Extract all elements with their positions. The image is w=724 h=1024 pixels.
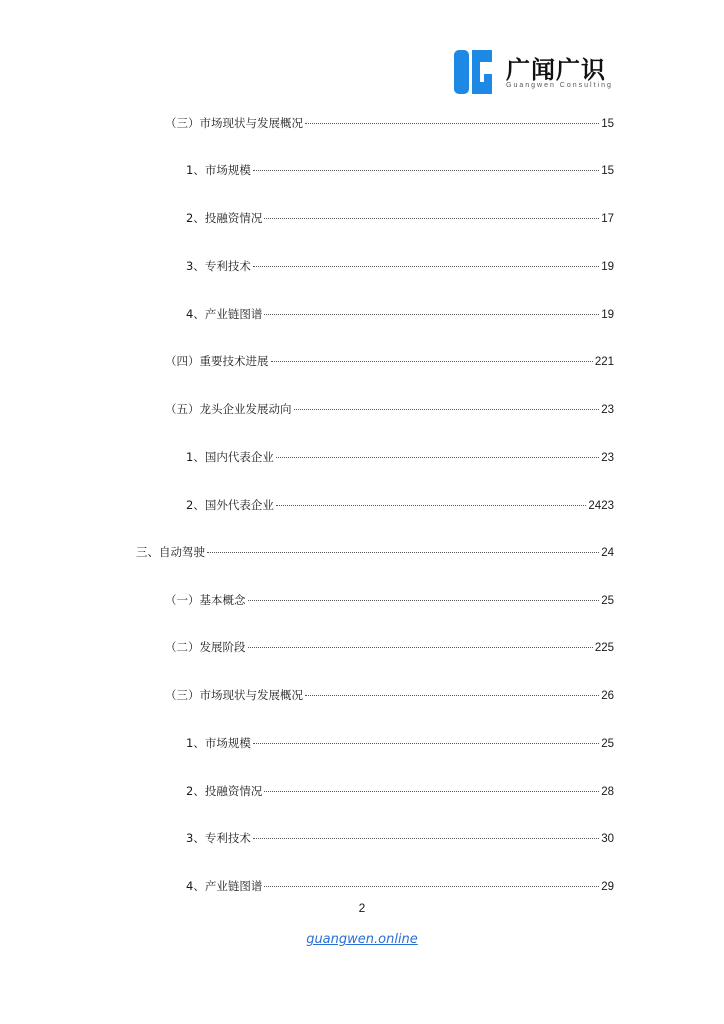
toc-entry-label: 4、产业链图谱: [186, 879, 263, 893]
toc-dot-leader: [271, 361, 593, 362]
toc-entry[interactable]: [165, 638, 614, 656]
toc-entry-page: 24: [601, 547, 614, 559]
toc-dot-leader: [253, 170, 599, 171]
toc-entry[interactable]: [186, 257, 614, 275]
toc-entry-page: 28: [601, 786, 614, 798]
logo-subtitle: Guangwen Consulting: [506, 82, 613, 89]
page-number: 2: [358, 901, 366, 915]
toc-dot-leader: [253, 266, 599, 267]
toc-entry-page: 23: [601, 404, 614, 416]
toc-entry-label: 2、投融资情况: [186, 784, 263, 798]
toc-entry[interactable]: [186, 829, 614, 847]
toc-entry-page: 19: [601, 309, 614, 321]
toc-entry-label: （一）基本概念: [165, 593, 246, 607]
toc-dot-leader: [305, 123, 599, 124]
toc-entry-page: 25: [601, 595, 614, 607]
toc-dot-leader: [264, 314, 599, 315]
toc-entry-label: 3、专利技术: [186, 831, 251, 845]
toc-dot-leader: [253, 743, 599, 744]
toc-entry[interactable]: [186, 161, 614, 179]
toc-dot-leader: [207, 552, 599, 553]
toc-entry[interactable]: [186, 734, 614, 752]
toc-entry[interactable]: [165, 114, 614, 132]
toc-dot-leader: [305, 695, 599, 696]
toc-entry-page: 221: [594, 356, 614, 368]
toc-entry[interactable]: [165, 400, 614, 418]
toc-dot-leader: [253, 838, 599, 839]
toc-dot-leader: [276, 457, 599, 458]
toc-entry-page: 15: [601, 118, 614, 130]
toc-entry[interactable]: [186, 305, 614, 323]
toc-entry-page: 29: [601, 881, 614, 893]
toc-entry-label: （二）发展阶段: [165, 640, 246, 654]
toc-entry-label: 4、产业链图谱: [186, 307, 263, 321]
toc-entry-page: 19: [601, 261, 614, 273]
toc-entry-label: 三、自动驾驶: [136, 545, 205, 559]
toc-entry[interactable]: [186, 448, 614, 466]
toc-dot-leader: [294, 409, 600, 410]
toc-entry[interactable]: [186, 877, 614, 895]
toc-entry-page: 26: [601, 690, 614, 702]
toc-entry-page: 2423: [588, 500, 614, 512]
toc-entry[interactable]: [165, 591, 614, 609]
toc-entry-label: 2、国外代表企业: [186, 498, 274, 512]
toc-entry-label: 2、投融资情况: [186, 211, 263, 225]
toc-entry-label: 1、国内代表企业: [186, 450, 274, 464]
toc-entry[interactable]: [136, 543, 614, 561]
toc-entry[interactable]: [165, 686, 614, 704]
toc-entry-page: 25: [601, 738, 614, 750]
toc-entry-label: （四）重要技术进展: [165, 354, 269, 368]
toc-dot-leader: [248, 647, 593, 648]
brand-logo: [454, 50, 624, 94]
footer-link[interactable]: guangwen.online: [306, 932, 418, 947]
toc-dot-leader: [276, 505, 587, 506]
toc-dot-leader: [264, 886, 599, 887]
logo-g-icon: [454, 50, 494, 94]
toc-dot-leader: [264, 218, 599, 219]
toc-entry-label: 3、专利技术: [186, 259, 251, 273]
toc-dot-leader: [264, 791, 599, 792]
toc-entry-label: （三）市场现状与发展概况: [165, 116, 303, 130]
toc-entry-label: 1、市场规模: [186, 736, 251, 750]
toc-entry-page: 23: [601, 452, 614, 464]
toc-entry-page: 30: [601, 833, 614, 845]
toc-entry[interactable]: [186, 782, 614, 800]
toc-entry-page: 225: [594, 642, 614, 654]
toc-entry-page: 17: [601, 213, 614, 225]
toc-dot-leader: [248, 600, 600, 601]
toc-entry-page: 15: [601, 165, 614, 177]
toc-entry-label: （五）龙头企业发展动向: [165, 402, 292, 416]
toc-entry[interactable]: [186, 496, 614, 514]
toc-entry-label: （三）市场现状与发展概况: [165, 688, 303, 702]
toc-entry[interactable]: [165, 352, 614, 370]
toc-entry[interactable]: [186, 209, 614, 227]
toc-entry-label: 1、市场规模: [186, 163, 251, 177]
logo-title: 广闻广识: [506, 56, 606, 84]
